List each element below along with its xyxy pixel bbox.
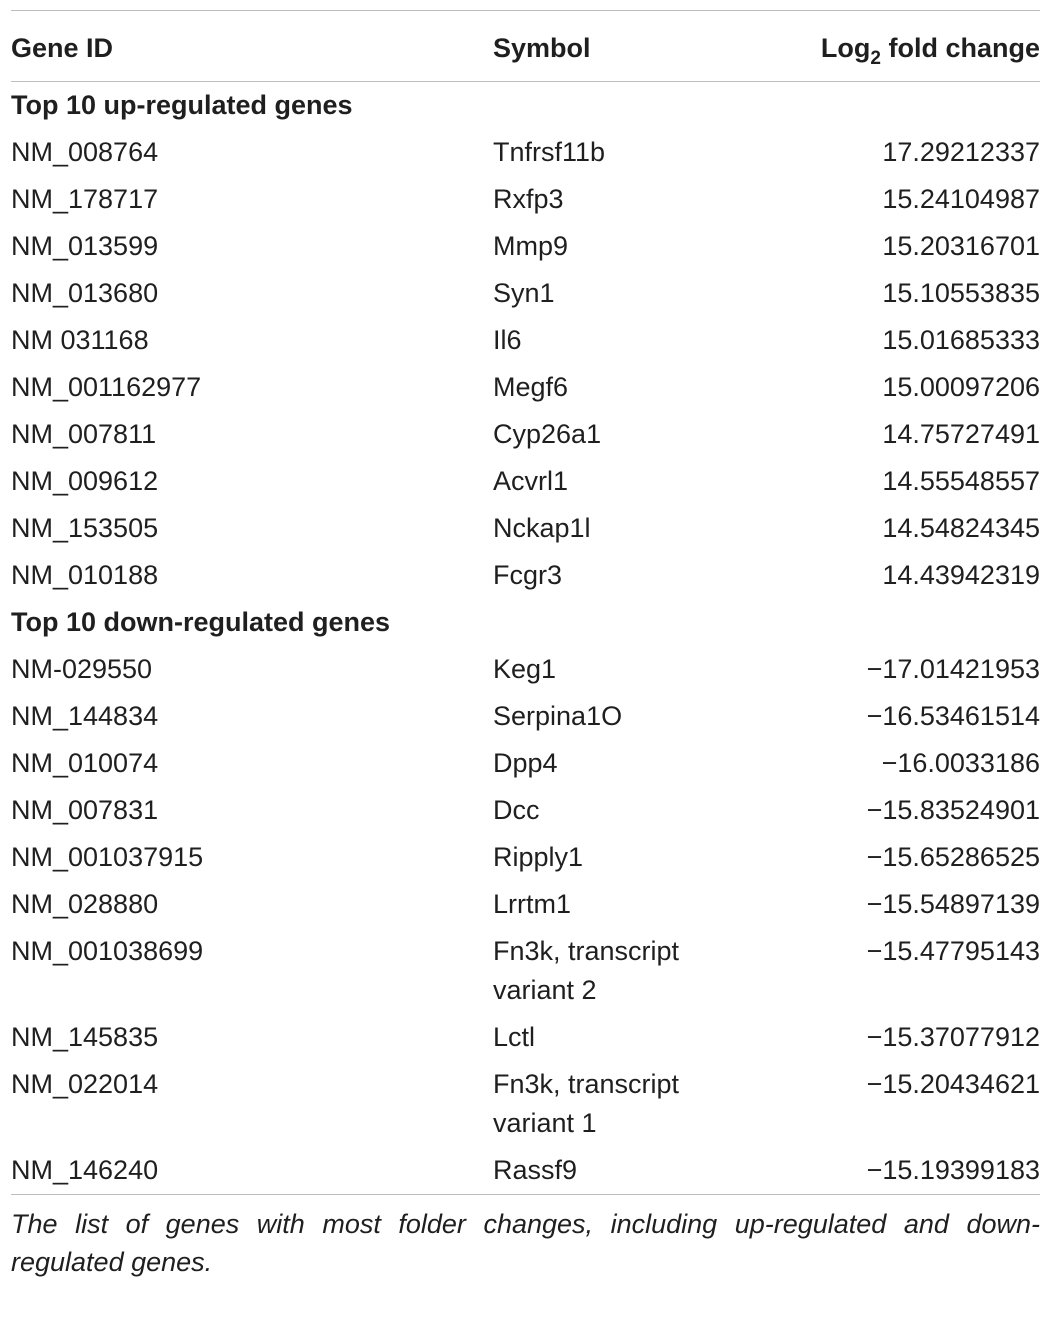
table-row [11, 270, 1040, 317]
fold-change-cell: −15.83524901 [866, 795, 1040, 825]
header-symbol: Symbol [493, 33, 591, 63]
table-row [11, 129, 1040, 176]
fold-change-cell: −15.20434621 [866, 1069, 1040, 1099]
fold-change-cell: −15.19399183 [866, 1155, 1040, 1185]
fold-change-cell: 14.43942319 [882, 560, 1040, 590]
table-row [11, 787, 1040, 834]
fold-change-cell: 15.24104987 [882, 184, 1040, 214]
header-fold-change-prefix: Log [820, 33, 871, 63]
gene-id-cell: NM_013599 [11, 231, 159, 261]
header-fold-change [763, 11, 1040, 67]
fold-change-cell: −15.54897139 [866, 889, 1040, 919]
symbol-cell: Cyp26a1 [493, 419, 602, 449]
fold-change-cell: 15.00097206 [882, 372, 1040, 402]
section-heading: Top 10 up-regulated genes [11, 90, 353, 120]
gene-id-cell: NM_007831 [11, 795, 159, 825]
gene-id-cell: NM 031168 [11, 325, 149, 355]
table-row [11, 834, 1040, 881]
symbol-cell: Acvrl1 [493, 466, 569, 496]
gene-id-cell: NM_010188 [11, 560, 159, 590]
symbol-cell: Fn3k, transcript variant 2 [493, 936, 680, 1005]
symbol-cell: Serpina1O [493, 701, 623, 731]
symbol-cell: Tnfrsf11b [493, 137, 606, 167]
symbol-cell: Dpp4 [493, 748, 558, 778]
symbol-cell: Fn3k, transcript variant 1 [493, 1069, 680, 1138]
table-row [11, 223, 1040, 270]
symbol-cell: Nckap1l [493, 513, 591, 543]
symbol-cell: Lctl [493, 1022, 536, 1052]
table-body [11, 82, 1040, 1194]
table-row [11, 411, 1040, 458]
table-row [11, 928, 1040, 1014]
gene-id-cell: NM_001037915 [11, 842, 204, 872]
table-row [11, 552, 1040, 599]
fold-change-cell: −16.0033186 [881, 748, 1040, 778]
table-caption: The list of genes with most folder changes, including up-regulated and down-regulated genes. [11, 1209, 1040, 1277]
fold-change-cell: 15.01685333 [882, 325, 1040, 355]
symbol-cell: Lrrtm1 [493, 889, 572, 919]
gene-id-cell: NM_178717 [11, 184, 159, 214]
gene-id-cell: NM_144834 [11, 701, 159, 731]
symbol-cell: Megf6 [493, 372, 569, 402]
gene-id-cell: NM_009612 [11, 466, 159, 496]
table-row [11, 1061, 1040, 1147]
gene-id-cell: NM_022014 [11, 1069, 159, 1099]
gene-id-cell: NM_013680 [11, 278, 159, 308]
fold-change-cell: 15.20316701 [882, 231, 1040, 261]
fold-change-cell: 14.75727491 [882, 419, 1040, 449]
fold-change-cell: −15.47795143 [866, 936, 1040, 966]
gene-id-cell: NM-029550 [11, 654, 153, 684]
section-heading: Top 10 down-regulated genes [11, 607, 391, 637]
gene-id-cell: NM_146240 [11, 1155, 159, 1185]
header-fold-change-subscript: 2 [870, 48, 881, 69]
gene-id-cell: NM_008764 [11, 137, 159, 167]
table-row [11, 693, 1040, 740]
gene-id-cell: NM_001038699 [11, 936, 204, 966]
table-row [11, 1014, 1040, 1061]
fold-change-cell: 14.55548557 [882, 466, 1040, 496]
fold-change-cell: 14.54824345 [882, 513, 1040, 543]
fold-change-cell: −15.37077912 [866, 1022, 1040, 1052]
symbol-cell: Syn1 [493, 278, 555, 308]
gene-id-cell: NM_145835 [11, 1022, 159, 1052]
fold-change-cell: −16.53461514 [866, 701, 1040, 731]
table-row [11, 646, 1040, 693]
gene-id-cell: NM_001162977 [11, 372, 202, 402]
table-row [11, 364, 1040, 411]
header-gene-id: Gene ID [11, 33, 114, 63]
fold-change-cell: 17.29212337 [882, 137, 1040, 167]
gene-id-cell: NM_010074 [11, 748, 159, 778]
table-row [11, 458, 1040, 505]
gene-id-cell: NM_153505 [11, 513, 159, 543]
table-row [11, 505, 1040, 552]
gene-id-cell: NM_007811 [11, 419, 157, 449]
gene-id-cell: NM_028880 [11, 889, 159, 919]
symbol-cell: Mmp9 [493, 231, 569, 261]
header-fold-change-suffix: fold change [880, 33, 1040, 63]
table-row [11, 881, 1040, 928]
symbol-cell: Rxfp3 [493, 184, 564, 214]
symbol-cell: Rassf9 [493, 1155, 578, 1185]
symbol-cell: Dcc [493, 795, 540, 825]
fold-change-cell: −17.01421953 [866, 654, 1040, 684]
gene-table [11, 10, 1040, 1281]
symbol-cell: Fcgr3 [493, 560, 563, 590]
symbol-cell: Ripply1 [493, 842, 584, 872]
symbol-cell: Keg1 [493, 654, 557, 684]
table-row [11, 317, 1040, 364]
table-header-row [11, 11, 1040, 81]
table-row [11, 740, 1040, 787]
fold-change-cell: 15.10553835 [882, 278, 1040, 308]
symbol-cell: Il6 [493, 325, 522, 355]
table-row [11, 1147, 1040, 1194]
table-row [11, 176, 1040, 223]
fold-change-cell: −15.65286525 [866, 842, 1040, 872]
